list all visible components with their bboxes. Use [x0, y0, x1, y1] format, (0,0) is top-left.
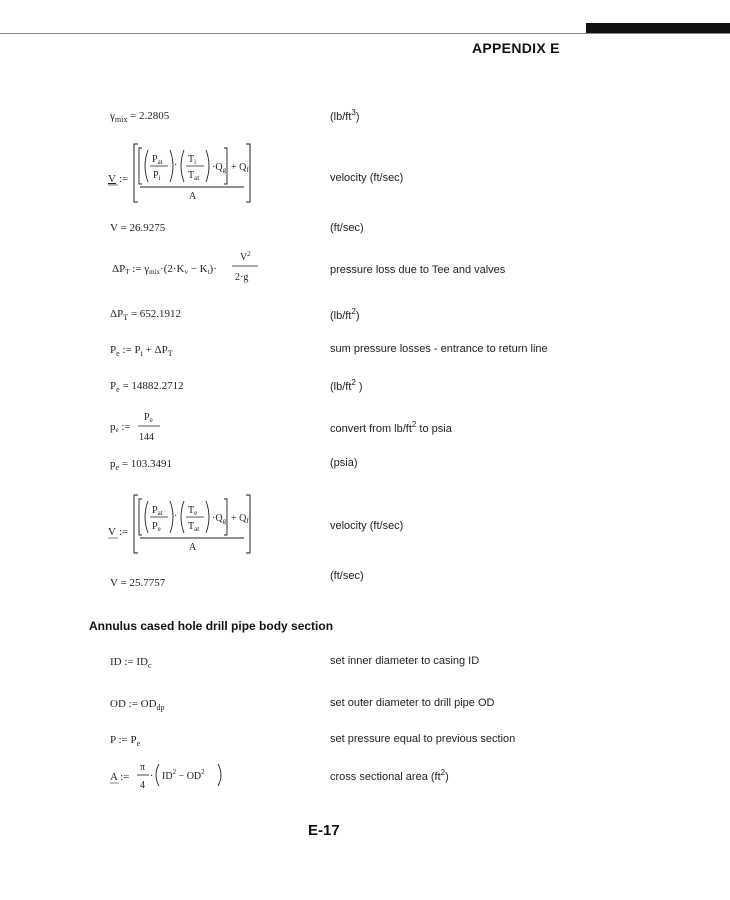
svg-text:Te: $T_e$ — [188, 505, 198, 517]
id-assign-desc: set inner diameter to casing ID — [330, 655, 480, 667]
svg-text:4: 4 — [140, 780, 145, 791]
svg-text:Ti: $T_i$ — [188, 154, 197, 166]
pe-psia-value: $p_e = 103.3491$ — [110, 458, 173, 472]
page-number: E-17 — [308, 822, 340, 839]
svg-text:·Qg: $\cdot Q_g$ — [212, 162, 227, 174]
velocity-2-value: V = 25.7757 — [110, 577, 166, 589]
pe-psia-units: (psia) — [330, 457, 358, 469]
velocity-formula-1 — [104, 142, 264, 206]
svg-text:Pi: $P_i$ — [153, 170, 161, 182]
svg-text:Pe: $P_e$ — [152, 521, 161, 533]
velocity-1-desc: velocity (ft/sec) — [330, 172, 404, 184]
svg-text:·: · — [174, 511, 178, 522]
pe-psia-formula — [108, 408, 178, 444]
gamma-mix-units: $(lb/ft^3)$ — [330, 108, 360, 123]
svg-text:pe :=: pe := — [110, 421, 131, 434]
svg-text:ΔPT := γmix·(2·Kv − Kt)·: ΔPT := γmix·(2·Kv − Kt)· — [112, 263, 217, 276]
svg-text:·: · — [150, 771, 154, 782]
section-heading: Annulus cased hole drill pipe body section — [89, 619, 334, 633]
svg-text:V2: $V^2$ — [240, 250, 251, 263]
svg-text:Pat: $P_{at}$ — [152, 505, 163, 517]
pressure-loss-desc: pressure loss due to Tee and valves — [330, 264, 506, 276]
p-assign-desc: set pressure equal to previous section — [330, 733, 516, 745]
area-desc: cross sectional area $(ft^2)$ — [330, 768, 449, 783]
pe-units: ($lb/ft^2$ ) — [330, 378, 363, 393]
pressure-loss-formula — [108, 246, 268, 290]
od-assign-desc: set outer diameter to drill pipe OD — [330, 697, 495, 709]
svg-text:+ Qf: + $Q_f$ — [231, 513, 249, 525]
gamma-mix-value: $\gamma_{mix} = 2.2805$ — [110, 110, 170, 124]
p-assign: P := $P_e$ — [110, 734, 141, 748]
velocity-1-value: V = 26.9275 — [110, 222, 166, 234]
svg-text:A :=: A := — [110, 771, 130, 783]
svg-text:2·g: 2·g — [235, 272, 249, 283]
pe-psia-desc: convert from $lb/ft^2$ to psia — [330, 420, 452, 435]
delta-pt-units: $(lb/ft^2)$ — [330, 307, 360, 322]
svg-text:+ Qf: + $Q_f$ — [231, 162, 249, 174]
pe-formula: $P_e$ := $P_i + \Delta P_T$ — [110, 344, 173, 358]
appendix-label: APPENDIX E — [472, 40, 560, 56]
velocity-2-units: (ft/sec) — [330, 570, 364, 582]
velocity-2-desc: velocity (ft/sec) — [330, 520, 404, 532]
velocity-formula-2 — [104, 493, 264, 557]
delta-pt-value: $\Delta P_T = 652.1912$ — [110, 308, 182, 322]
svg-text:π: π — [140, 762, 146, 773]
svg-text:ID2 − OD2: $ID^2 - OD^2$ — [162, 768, 205, 782]
svg-text:Tat: $T_{at}$ — [188, 170, 200, 182]
header-rule — [0, 33, 730, 34]
svg-text:Pat: $P_{at}$ — [152, 154, 163, 166]
id-assign: ID := $ID_c$ — [110, 656, 152, 670]
pe-formula-desc: sum pressure losses - entrance to return line — [330, 343, 548, 355]
svg-text:A: A — [189, 542, 197, 553]
svg-text:·: · — [174, 160, 178, 171]
velocity-1-units: (ft/sec) — [330, 222, 364, 234]
svg-text:A: A — [189, 191, 197, 202]
od-assign: OD := $OD_{dp}$ — [110, 698, 165, 712]
svg-text:144: 144 — [139, 432, 154, 443]
svg-text:V: V — [108, 526, 116, 538]
svg-text:Tat: $T_{at}$ — [188, 521, 200, 533]
svg-text:Pe: $P_e$ — [144, 412, 153, 424]
svg-text::=: := — [119, 526, 129, 538]
pe-value: $P_e = 14882.2712$ — [110, 380, 184, 394]
svg-text::=: := — [119, 173, 129, 185]
svg-text:·Qg: $\cdot Q_g$ — [212, 513, 227, 525]
area-formula — [108, 758, 228, 794]
svg-text:V: V — [108, 173, 116, 185]
